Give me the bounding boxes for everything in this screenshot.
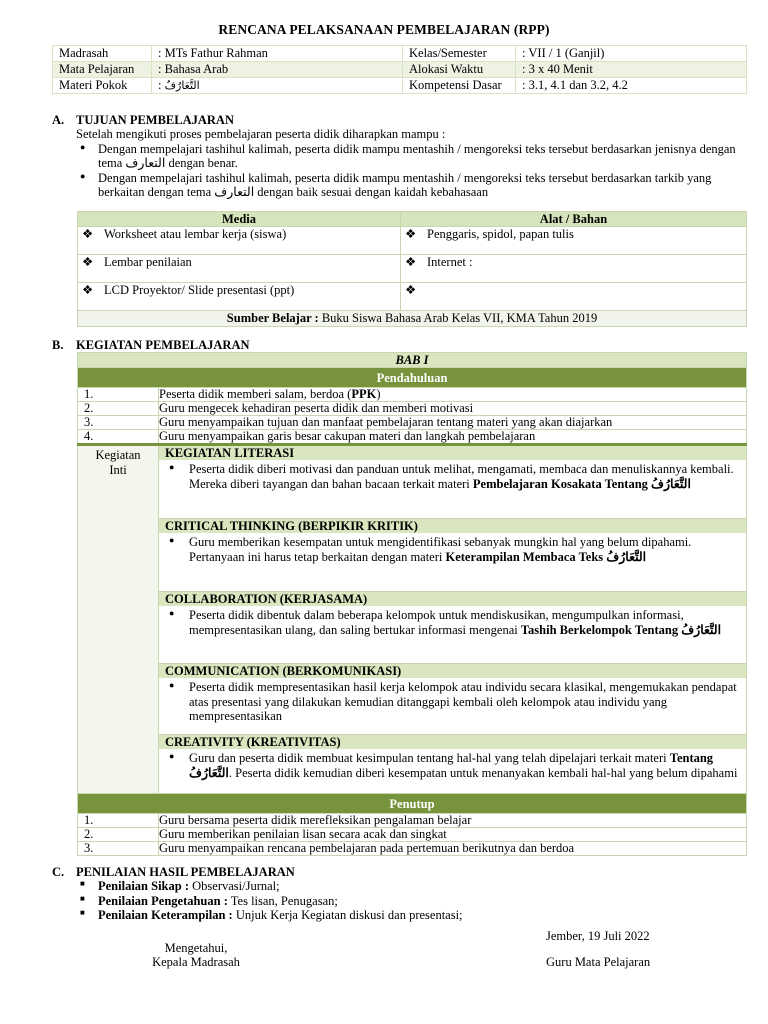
communication-heading: COMMUNICATION (BERKOMUNIKASI)	[159, 663, 746, 678]
item-text: Guru memberikan penilaian lisan secara acak dan singkat	[159, 828, 747, 842]
table-row	[78, 828, 747, 842]
item-number: 3.	[78, 842, 159, 856]
table-row	[78, 416, 747, 430]
section-a-heading: A. TUJUAN PEMBELAJARAN	[52, 113, 234, 127]
list-item: ● Guru memberikan kesempatan untuk mengidentifikasi sebanyak mungkin hal yang belum dipahami. Pertanyaan ini harus tetap berkaitan dengan materi Keterampilan Membaca Teks التَّعَارُفُ	[165, 535, 740, 564]
section-a	[52, 113, 752, 199]
item-number: 3.	[78, 416, 159, 430]
value-mapel: : Bahasa Arab	[152, 62, 403, 78]
alat-cell: ❖ Penggaris, spidol, papan tulis	[401, 227, 747, 255]
value-alokasi: : 3 x 40 Menit	[516, 62, 747, 78]
communication-body	[159, 678, 746, 734]
item-text: Guru menyampaikan tujuan dan manfaat pembelajaran tentang materi yang akan diajarkan	[159, 416, 747, 430]
diamond-bullet-icon: ❖	[82, 283, 94, 298]
item-number: 4.	[78, 430, 159, 445]
media-cell: ❖ LCD Proyektor/ Slide presentasi (ppt)	[78, 283, 401, 311]
label-mapel: Mata Pelajaran	[53, 62, 152, 78]
literasi-body	[159, 460, 746, 518]
table-row	[78, 402, 747, 416]
mengetahui-block	[140, 941, 252, 970]
identity-table	[52, 45, 747, 94]
list-item: ● Dengan mempelajari tashihul kalimah, peserta didik mampu mentashih / mengoreksi teks tersebut berdasarkan jenisnya dengan tema التعارف dengan benar.	[76, 142, 752, 171]
value-madrasah: : MTs Fathur Rahman	[152, 46, 403, 62]
section-c-heading: C. PENILAIAN HASIL PEMBELAJARAN	[52, 865, 295, 879]
label-materi: Materi Pokok	[53, 78, 152, 94]
item-text: Guru menyampaikan rencana pembelajaran pada pertemuan berikutnya dan berdoa	[159, 842, 747, 856]
item-text: Peserta didik memberi salam, berdoa (PPK)	[159, 388, 747, 402]
list-item: ■ Penilaian Keterampilan : Unjuk Kerja Kegiatan diskusi dan presentasi;	[52, 908, 752, 922]
media-header: Media	[78, 212, 401, 227]
section-a-intro: Setelah mengikuti proses pembelajaran peserta didik diharapkan mampu :	[76, 127, 446, 142]
alat-cell: ❖ Internet :	[401, 255, 747, 283]
alat-header: Alat / Bahan	[401, 212, 747, 227]
guru-mapel-label: Guru Mata Pelajaran	[546, 955, 651, 969]
table-row	[78, 842, 747, 856]
label-alokasi: Alokasi Waktu	[403, 62, 516, 78]
pendahuluan-bar: Pendahuluan	[78, 368, 747, 388]
label-madrasah: Madrasah	[53, 46, 152, 62]
critical-thinking-body	[159, 533, 746, 591]
collaboration-heading: COLLABORATION (KERJASAMA)	[159, 591, 746, 606]
item-text: Guru mengecek kehadiran peserta didik dan memberi motivasi	[159, 402, 747, 416]
list-item: ● Peserta didik dibentuk dalam beberapa kelompok untuk mendiskusikan, mengumpulkan informasi, mempresentasikan ulang, dan saling bertukar informasi mengenai Tashih Berkelompok Tentang التَّعَارُفُ	[165, 608, 740, 637]
value-kelas: : VII / 1 (Ganjil)	[516, 46, 747, 62]
bab-label: BAB I	[78, 353, 747, 368]
item-text: Guru bersama peserta didik merefleksikan pengalaman belajar	[159, 814, 747, 828]
value-kd: : 3.1, 4.1 dan 3.2, 4.2	[516, 78, 747, 94]
mengetahui-label: Mengetahui,	[164, 941, 228, 955]
item-number: 1.	[78, 814, 159, 828]
table-row	[78, 388, 747, 402]
creativity-body	[159, 749, 746, 793]
list-item: ■ Penilaian Sikap : Observasi/Jurnal;	[52, 879, 752, 893]
media-table	[77, 211, 747, 327]
diamond-bullet-icon: ❖	[405, 227, 417, 242]
list-item: ● Peserta didik mempresentasikan hasil kerja kelompok atau individu secara klasikal, mengemukakan pendapat atas presentasi yang dilakukan kemudian ditanggapi kembali oleh kelompok atau individu yang mempresentasikan	[165, 680, 740, 723]
value-materi: : التَّعَارُفُ	[152, 78, 403, 94]
item-number: 1.	[78, 388, 159, 402]
item-number: 2.	[78, 402, 159, 416]
diamond-bullet-icon: ❖	[405, 283, 417, 298]
identity-row	[53, 78, 747, 94]
place-date: Jember, 19 Juli 2022	[546, 929, 650, 943]
kegiatan-inti-label: Kegiatan Inti	[78, 445, 159, 794]
label-kd: Kompetensi Dasar	[403, 78, 516, 94]
list-item: ● Guru dan peserta didik membuat kesimpulan tentang hal-hal yang telah dipelajari terkait materi Tentang التَّعَارُفُ. Peserta didik kemudian diberi kesempatan untuk menanyakan kembali hal-hal yang belum dipahami	[165, 751, 740, 780]
literasi-heading: KEGIATAN LITERASI	[159, 446, 746, 460]
critical-thinking-heading: CRITICAL THINKING (BERPIKIR KRITIK)	[159, 518, 746, 533]
section-c	[52, 865, 752, 923]
list-item: ● Peserta didik diberi motivasi dan panduan untuk melihat, mengamati, membaca dan menuliskannya kembali. Mereka diberi tayangan dan bahan bacaan terkait materi Pembelajaran Kosakata Tentang التَّعَارُفُ	[165, 462, 740, 491]
section-b-heading: B. KEGIATAN PEMBELAJARAN	[52, 338, 250, 352]
item-text: Guru menyampaikan garis besar cakupan materi dan langkah pembelajaran	[159, 430, 747, 445]
alat-cell	[401, 283, 747, 311]
kegiatan-table	[77, 352, 747, 856]
label-kelas: Kelas/Semester	[403, 46, 516, 62]
creativity-heading: CREATIVITY (KREATIVITAS)	[159, 734, 746, 749]
penutup-bar: Penutup	[78, 794, 747, 814]
identity-row	[53, 62, 747, 78]
media-cell: ❖ Worksheet atau lembar kerja (siswa)	[78, 227, 401, 255]
kepala-madrasah-label: Kepala Madrasah	[152, 955, 240, 970]
diamond-bullet-icon: ❖	[405, 255, 417, 270]
diamond-bullet-icon: ❖	[82, 227, 94, 242]
list-item: ● Dengan mempelajari tashihul kalimah, peserta didik mampu mentashih / mengoreksi teks tersebut berdasarkan tarkib yang berkaitan dengan tema التعارف dengan baik sesuai dengan kaidah kebahasaan	[76, 171, 752, 200]
document-title: RENCANA PELAKSANAAN PEMBELAJARAN (RPP)	[218, 22, 550, 37]
diamond-bullet-icon: ❖	[82, 255, 94, 270]
identity-row	[53, 46, 747, 62]
kegiatan-inti-body	[159, 445, 747, 794]
item-number: 2.	[78, 828, 159, 842]
collaboration-body	[159, 606, 746, 663]
table-row	[78, 430, 747, 445]
list-item: ■ Penilaian Pengetahuan : Tes lisan, Penugasan;	[52, 894, 752, 908]
media-cell: ❖ Lembar penilaian	[78, 255, 401, 283]
sumber-belajar: Sumber Belajar : Buku Siswa Bahasa Arab Kelas VII, KMA Tahun 2019	[78, 311, 747, 327]
table-row	[78, 814, 747, 828]
